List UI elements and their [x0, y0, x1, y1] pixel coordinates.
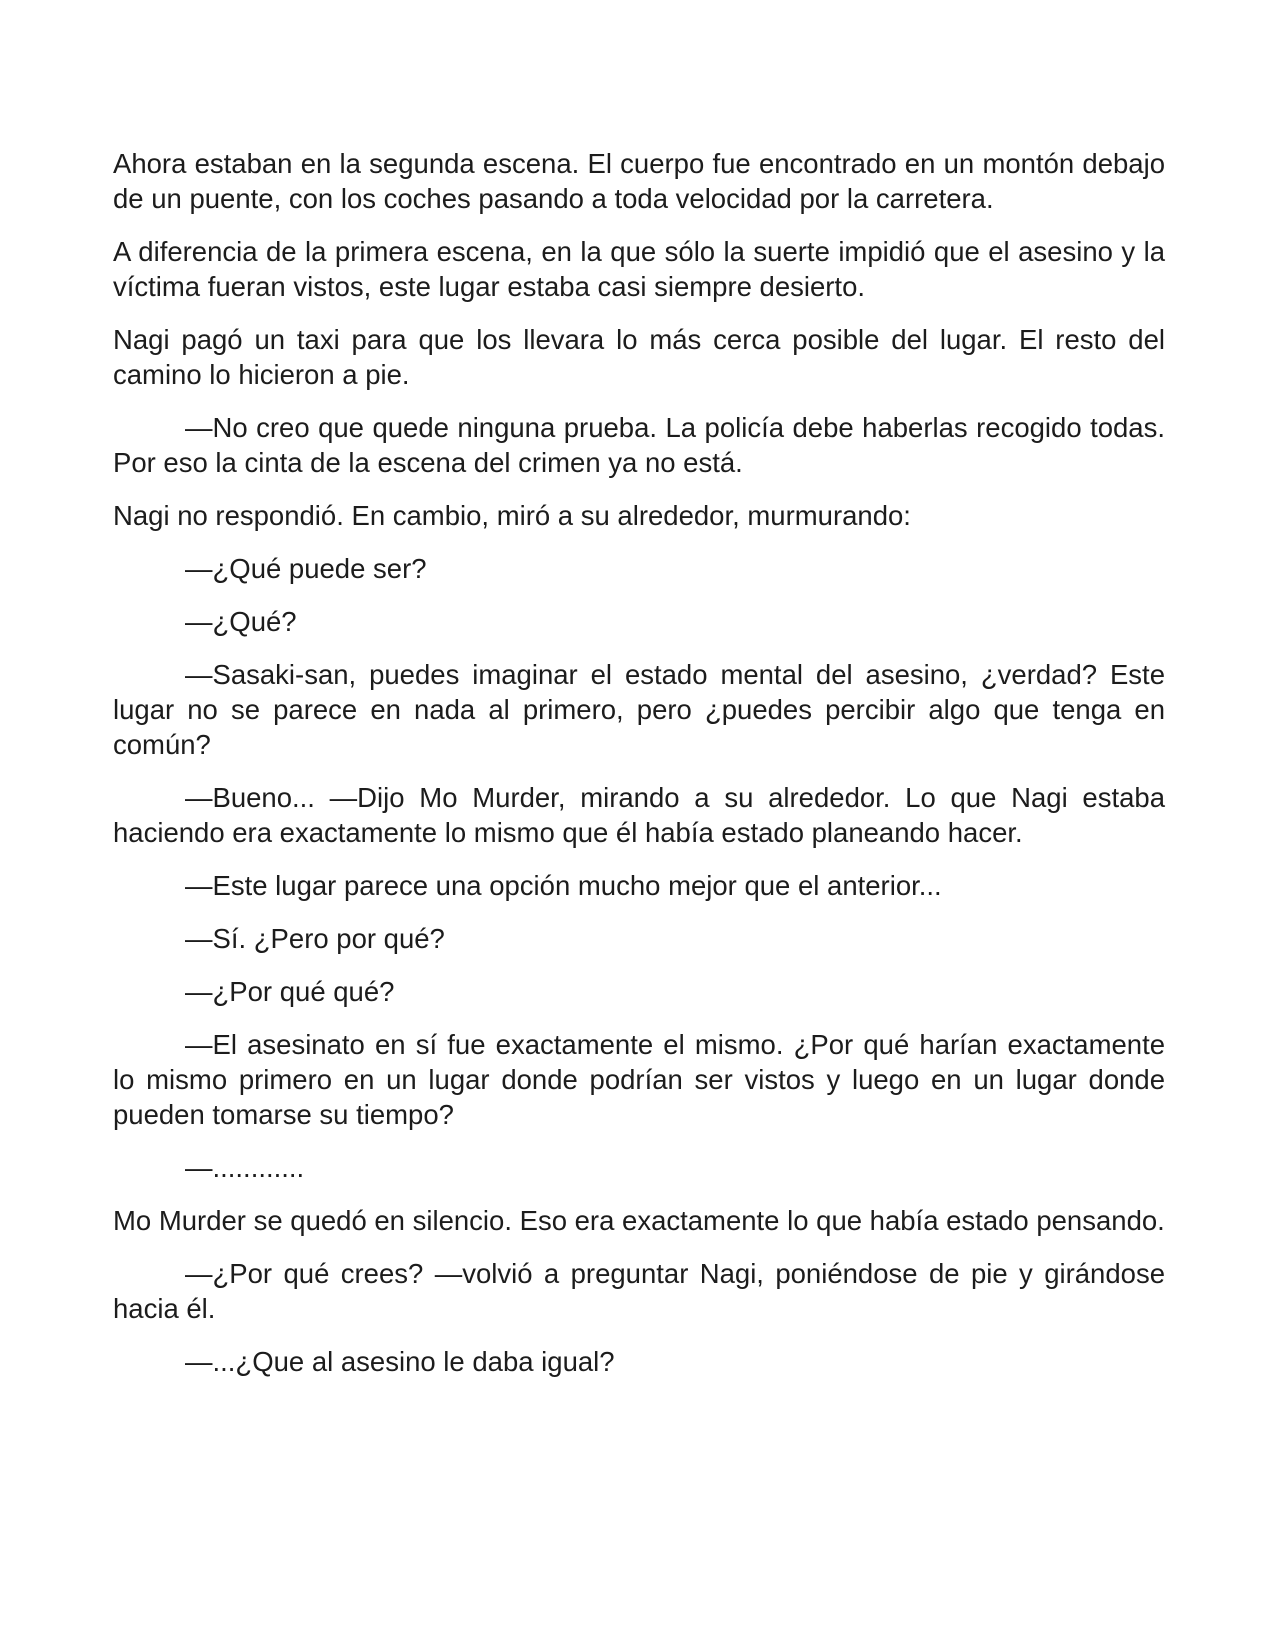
dialogue-paragraph: —¿Qué? [185, 606, 297, 637]
dialogue-paragraph: —Este lugar parece una opción mucho mejor que el anterior... [185, 870, 942, 901]
dialogue-paragraph: —Sasaki-san, puedes imaginar el estado mental del asesino, ¿verdad? Este lugar no se parece en nada al primero, pero ¿puedes percibir algo que tenga en común? [113, 659, 1165, 760]
dialogue-paragraph: —...¿Que al asesino le daba igual? [185, 1346, 615, 1377]
paragraph: Mo Murder se quedó en silencio. Eso era exactamente lo que había estado pensando. [113, 1205, 1165, 1236]
dialogue-paragraph: —Bueno... —Dijo Mo Murder, mirando a su alrededor. Lo que Nagi estaba haciendo era exactamente lo mismo que él había estado planeando hacer. [113, 782, 1165, 848]
paragraph: Ahora estaban en la segunda escena. El cuerpo fue encontrado en un montón debajo de un puente, con los coches pasando a toda velocidad por la carretera. [113, 148, 1165, 214]
dialogue-paragraph: —¿Qué puede ser? [185, 553, 427, 584]
paragraph: Nagi no respondió. En cambio, miró a su alrededor, murmurando: [113, 500, 911, 531]
dialogue-paragraph: —El asesinato en sí fue exactamente el mismo. ¿Por qué harían exactamente lo mismo primero en un lugar donde podrían ser vistos y luego en un lugar donde pueden tomarse su tiempo? [113, 1029, 1165, 1130]
dialogue-paragraph: —¿Por qué crees? —volvió a preguntar Nagi, poniéndose de pie y girándose hacia él. [113, 1258, 1165, 1324]
paragraph: Nagi pagó un taxi para que los llevara lo más cerca posible del lugar. El resto del camino lo hicieron a pie. [113, 324, 1165, 390]
dialogue-paragraph: —¿Por qué qué? [185, 976, 395, 1007]
paragraph: A diferencia de la primera escena, en la que sólo la suerte impidió que el asesino y la víctima fueran vistos, este lugar estaba casi siempre desierto. [113, 236, 1165, 302]
dialogue-paragraph: —Sí. ¿Pero por qué? [185, 923, 445, 954]
dialogue-paragraph: —No creo que quede ninguna prueba. La policía debe haberlas recogido todas. Por eso la cinta de la escena del crimen ya no está. [113, 412, 1165, 478]
document-page [113, 146, 1165, 1397]
dialogue-paragraph: —............ [185, 1152, 305, 1183]
